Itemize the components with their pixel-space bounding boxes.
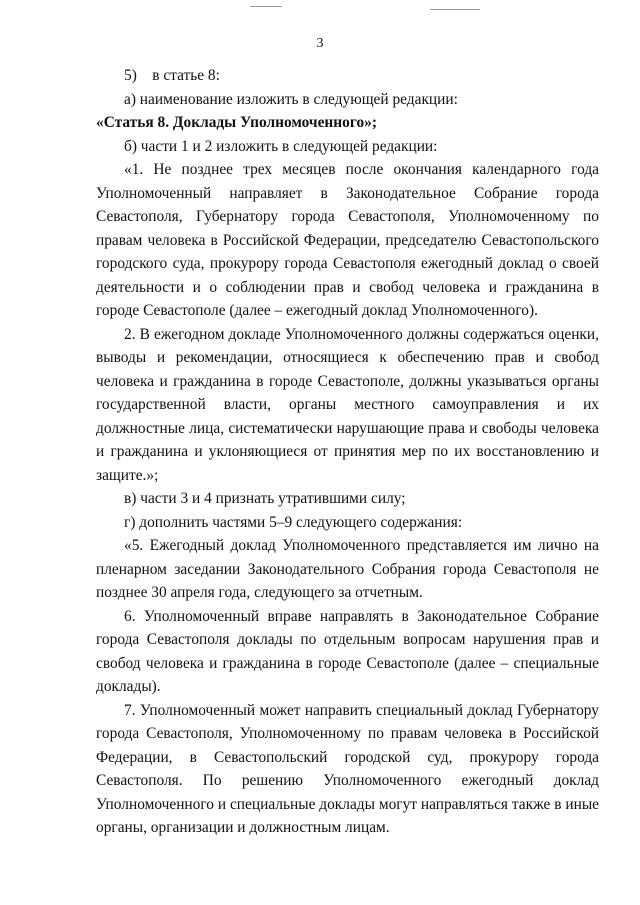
document-body bbox=[96, 64, 599, 840]
paragraph-subitem-a: а) наименование изложить в следующей редакции: bbox=[124, 90, 458, 108]
paragraph-part-5: «5. Ежегодный доклад Уполномоченного представляется им лично на пленарном заседании Законодательного Собрания города Севастополя не позднее 30 апреля года, следующего за отчетным. bbox=[96, 537, 599, 601]
paragraph-part-1: «1. Не позднее трех месяцев после окончания календарного года Уполномоченный направляет в Законодательное Собрание города Севастополя, Губернатору города Севастополя, Уполномоченному по правам человека в Российской Федерации, председателю Севастопольского городского суда, прокурору города Севастополя ежегодный доклад о своей деятельности и о соблюдении прав и свобод человека и гражданина в городе Севастополе (далее – ежегодный доклад Уполномоченного). bbox=[96, 161, 599, 319]
article-heading: «Статья 8. Доклады Уполномоченного»; bbox=[96, 114, 377, 131]
paragraph-part-6: 6. Уполномоченный вправе направлять в Законодательное Собрание города Севастополя доклады по отдельным вопросам нарушения прав и свобод человека и гражданина в городе Севастополе (далее – специальные доклады). bbox=[96, 607, 599, 695]
paragraph-subitem-b: б) части 1 и 2 изложить в следующей редакции: bbox=[124, 137, 438, 155]
page-number: 3 bbox=[316, 36, 324, 51]
scan-artifact-line bbox=[430, 9, 480, 10]
paragraph-item-5: 5) в статье 8: bbox=[124, 67, 220, 84]
paragraph-subitem-g: г) дополнить частями 5–9 следующего содержания: bbox=[124, 513, 463, 531]
paragraph-part-2: 2. В ежегодном докладе Уполномоченного должны содержаться оценки, выводы и рекомендации, относящиеся к обеспечению прав и свобод человека и гражданина в городе Севастополе, должны указываться органы государственной власти, органы местного самоуправления и их должностные лица, систематически нарушающие права и свободы человека и гражданина и уклоняющиеся от принятия мер по их восстановлению и защите.»; bbox=[96, 325, 599, 484]
scan-artifact-line bbox=[250, 6, 282, 7]
paragraph-subitem-v: в) части 3 и 4 признать утратившими силу; bbox=[124, 490, 406, 507]
paragraph-part-7: 7. Уполномоченный может направить специальный доклад Губернатору города Севастополя, Уполномоченному по правам человека в Российской Федерации, в Севастопольский городской суд, прокурору города Севастополя. По решению Уполномоченного ежегодный доклад Уполномоченного и специальные доклады могут направляться также в иные органы, организации и должностным лицам. bbox=[96, 701, 599, 836]
